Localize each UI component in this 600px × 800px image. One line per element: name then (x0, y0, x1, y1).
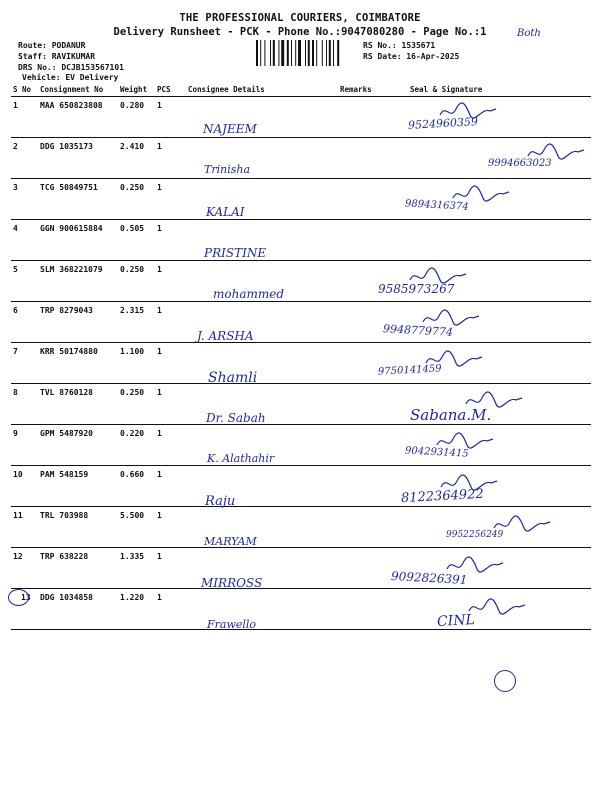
handwritten-consignee-name: J. ARSHA (197, 328, 254, 343)
table-row (11, 96, 591, 137)
barcode-bar (273, 40, 275, 66)
row-signature-cell (386, 219, 591, 260)
row-weight: 5.500 (118, 506, 155, 547)
row-pcs: 1 (155, 465, 186, 506)
barcode-bar (329, 40, 331, 66)
row-consignment-no: MAA 650823808 (38, 96, 118, 137)
table-row (11, 301, 591, 342)
row-sno: 8 (11, 383, 38, 424)
signature-scribble (435, 431, 495, 453)
table-row (11, 465, 591, 506)
barcode-image (256, 40, 352, 66)
row-consignment-no: TCG 50849751 (38, 178, 118, 219)
table-row (11, 424, 591, 465)
signature-scribble (451, 184, 511, 206)
handwritten-consignee-name: PRISTINE (204, 245, 267, 260)
row-sno: 2 (11, 137, 38, 178)
row-consignment-no: PAM 548159 (38, 465, 118, 506)
row-pcs: 1 (155, 219, 186, 260)
handwritten-consignee-name: Trinisha (204, 163, 251, 177)
drs-label: DRS No.: DCJB153567101 (18, 63, 124, 72)
row-sno: 5 (11, 260, 38, 301)
signature-scribble (445, 555, 505, 577)
barcode-bar (333, 40, 334, 66)
row-weight: 0.280 (118, 96, 155, 137)
row-remarks-cell (338, 588, 386, 629)
signature-scribble (439, 473, 499, 495)
row-sno: 13 (11, 588, 38, 629)
row-weight: 2.315 (118, 301, 155, 342)
row-remarks-cell (338, 301, 386, 342)
col-header-remarks: Remarks (338, 84, 386, 96)
handwritten-signature-phone: 8122364922 (400, 486, 485, 506)
rs-no-label: RS No.: 1535671 (363, 41, 436, 50)
row-remarks-cell (338, 383, 386, 424)
row-pcs: 1 (155, 260, 186, 301)
handwritten-signature-phone: 9948779774 (382, 321, 454, 339)
row-sno: 10 (11, 465, 38, 506)
row-pcs: 1 (155, 547, 186, 588)
handwritten-signature-phone: 9894316374 (404, 197, 469, 213)
barcode-bar (260, 40, 261, 66)
row-weight: 0.505 (118, 219, 155, 260)
row-consignment-no: GGN 900615884 (38, 219, 118, 260)
vehicle-label: Vehicle: EV Delivery (22, 73, 119, 82)
barcode-bar (287, 40, 289, 66)
handwritten-consignee-name: Shamli (208, 369, 258, 386)
col-header-consignment: Consignment No (38, 84, 118, 96)
barcode-bar (326, 40, 327, 66)
row-pcs: 1 (155, 178, 186, 219)
signature-scribble (421, 308, 481, 330)
row-weight: 0.660 (118, 465, 155, 506)
row-pcs: 1 (155, 137, 186, 178)
runsheet-subtitle: Delivery Runsheet - PCK - Phone No.:9047080280 - Page No.:1 (113, 26, 487, 38)
col-header-consignee: Consignee Details (186, 84, 338, 96)
signature-scribble (424, 349, 484, 371)
row-remarks-cell (338, 137, 386, 178)
col-header-sno: S No (11, 84, 38, 96)
signature-scribble (492, 514, 552, 536)
row-sno: 3 (11, 178, 38, 219)
row-remarks-cell (338, 506, 386, 547)
barcode-bar (322, 40, 323, 66)
row-weight: 1.220 (118, 588, 155, 629)
handwritten-signature-phone: 9092826391 (390, 569, 468, 588)
row-consignment-no: DDG 1034858 (38, 588, 118, 629)
handwritten-signature-phone: 9952256249 (446, 530, 504, 540)
table-row (11, 219, 591, 260)
row-sno: 12 (11, 547, 38, 588)
barcode-bar (264, 40, 265, 66)
row-pcs: 1 (155, 96, 186, 137)
handwritten-signature-phone: 9994663023 (488, 158, 552, 170)
row-sno: 6 (11, 301, 38, 342)
table-row (11, 260, 591, 301)
row-sno: 1 (11, 96, 38, 137)
row-13-circle-mark (8, 589, 29, 606)
barcode-bar (278, 40, 279, 66)
corner-handwritten-note: Both (517, 28, 541, 39)
row-weight: 0.220 (118, 424, 155, 465)
row-weight: 0.250 (118, 260, 155, 301)
row-consignment-no: TVL 8760128 (38, 383, 118, 424)
row-consignment-no: TRP 8279043 (38, 301, 118, 342)
row-weight: 2.410 (118, 137, 155, 178)
row-consignment-no: DDG 1035173 (38, 137, 118, 178)
row-weight: 0.250 (118, 178, 155, 219)
signature-scribble (467, 597, 527, 619)
barcode-bar (291, 40, 292, 66)
row-signature-cell (386, 506, 591, 547)
table-row (11, 342, 591, 383)
row-sno: 7 (11, 342, 38, 383)
row-remarks-cell (338, 178, 386, 219)
handwritten-consignee-name: mohammed (213, 287, 285, 302)
handwritten-consignee-name: Frawello (207, 617, 257, 631)
row-sno: 11 (11, 506, 38, 547)
row-sno: 4 (11, 219, 38, 260)
row-pcs: 1 (155, 424, 186, 465)
row-weight: 1.100 (118, 342, 155, 383)
barcode-bar (308, 40, 310, 66)
row-consignment-no: TRL 703988 (38, 506, 118, 547)
handwritten-consignee-name: MARYAM (204, 535, 257, 548)
row-signature-cell (386, 342, 591, 383)
row-remarks-cell (338, 96, 386, 137)
row-weight: 0.250 (118, 383, 155, 424)
barcode-bar (305, 40, 306, 66)
handwritten-signature-phone: Sabana.M. (410, 406, 492, 425)
row-pcs: 1 (155, 506, 186, 547)
col-header-signature: Seal & Signature (386, 84, 591, 96)
route-label: Route: PODANUR (18, 41, 86, 50)
barcode-bar (312, 40, 314, 66)
row-consignment-no: GPM 5487920 (38, 424, 118, 465)
row-consignment-no: KRR 50174880 (38, 342, 118, 383)
col-header-weight: Weight (118, 84, 155, 96)
handwritten-signature-phone: 9042931415 (404, 445, 469, 461)
handwritten-signature-phone: 9750141459 (377, 363, 442, 378)
row-consignment-no: SLM 368221079 (38, 260, 118, 301)
handwritten-consignee-name: MIRROSS (201, 576, 263, 591)
staff-label: Staff: RAVIKUMAR (18, 52, 96, 61)
row-pcs: 1 (155, 342, 186, 383)
handwritten-signature-phone: 9585973267 (378, 282, 455, 297)
row-pcs: 1 (155, 588, 186, 629)
barcode-bar (270, 40, 271, 66)
barcode-bar (316, 40, 317, 66)
table-header-row (11, 84, 591, 96)
row-pcs: 1 (155, 383, 186, 424)
signature-scribble (526, 142, 586, 164)
col-header-pcs: PCS (155, 84, 186, 96)
row-remarks-cell (338, 219, 386, 260)
barcode-bar (337, 40, 339, 66)
barcode-bar (298, 40, 301, 66)
company-title: THE PROFESSIONAL COURIERS, COIMBATORE (179, 12, 421, 24)
bottom-circle-mark (494, 670, 516, 692)
row-remarks-cell (338, 424, 386, 465)
signature-scribble (408, 266, 468, 288)
rs-date-label: RS Date: 16-Apr-2025 (363, 52, 460, 61)
row-pcs: 1 (155, 301, 186, 342)
signature-scribble (464, 390, 524, 412)
handwritten-consignee-name: K. Alathahir (207, 452, 275, 466)
row-remarks-cell (338, 547, 386, 588)
handwritten-consignee-name: KALAI (206, 204, 245, 219)
row-weight: 1.335 (118, 547, 155, 588)
row-consignment-no: TRP 638228 (38, 547, 118, 588)
row-remarks-cell (338, 465, 386, 506)
barcode-bar (256, 40, 258, 66)
signature-scribble (438, 101, 498, 123)
handwritten-signature-phone: 9524960359 (407, 115, 479, 132)
barcode-bar (295, 40, 296, 66)
handwritten-signature-phone: CINL (436, 611, 476, 630)
handwritten-consignee-name: NAJEEM (203, 122, 257, 136)
handwritten-consignee-name: Dr. Sabah (206, 411, 266, 426)
barcode-bar (281, 40, 284, 66)
handwritten-consignee-name: Raju (205, 493, 236, 509)
row-sno: 9 (11, 424, 38, 465)
